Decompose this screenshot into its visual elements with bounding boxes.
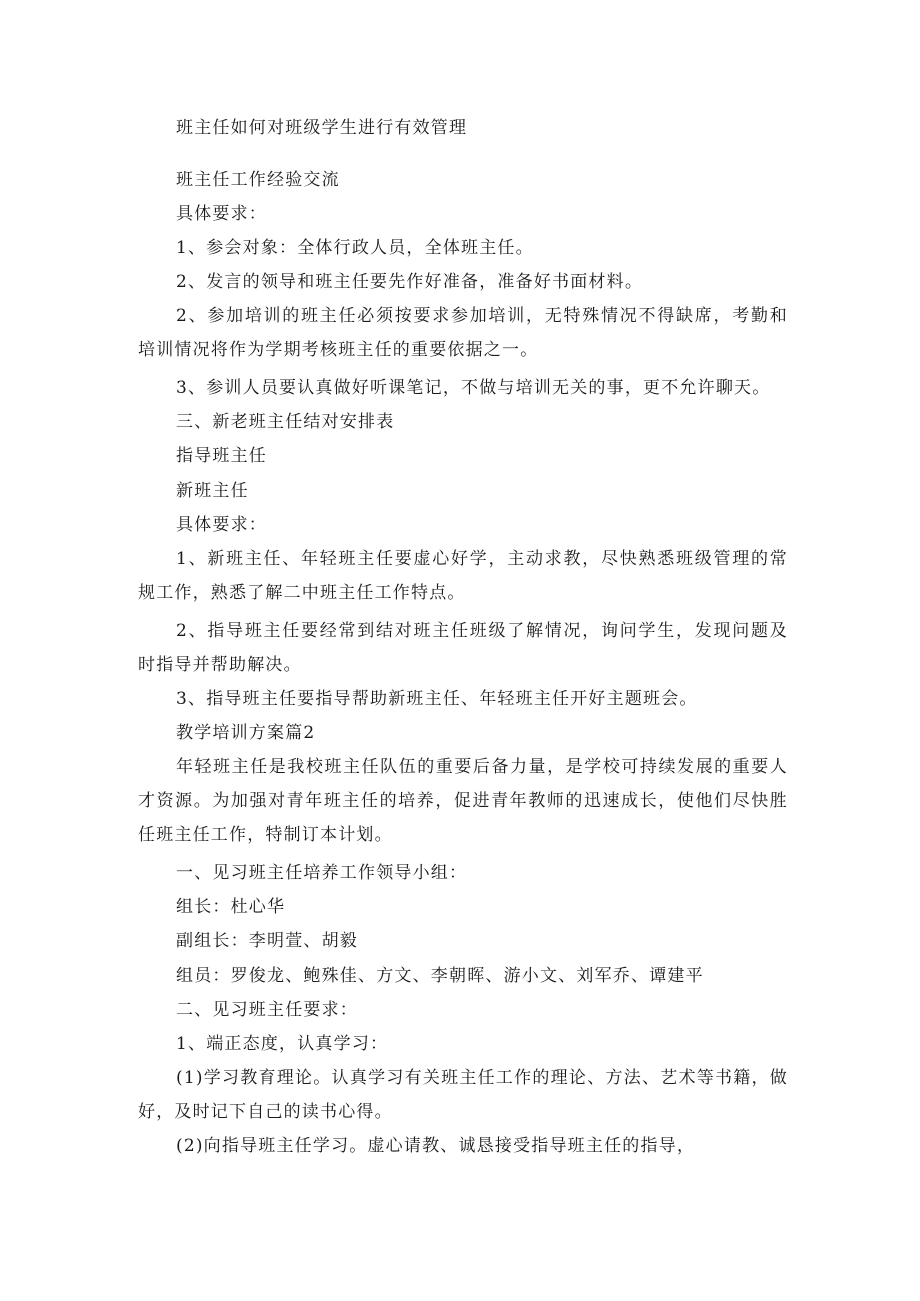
members-line: 组员：罗俊龙、鲍殊佳、方文、李朝晖、游小文、刘军乔、谭建平 <box>176 966 704 986</box>
vice-leader-line: 副组长：李明萱、胡毅 <box>176 931 358 951</box>
requirement-item: 3、指导班主任要指导帮助新班主任、年轻班主任开好主题班会。 <box>176 689 698 709</box>
requirements-label: 具体要求： <box>176 515 267 535</box>
requirements-heading: 二、见习班主任要求： <box>176 1000 358 1020</box>
document-title: 班主任如何对班级学生进行有效管理 <box>176 118 468 138</box>
leader-line: 组长：杜心华 <box>176 897 286 917</box>
attitude-line: 1、端正态度，认真学习： <box>176 1034 389 1054</box>
requirement-paragraph: 2、参加培训的班主任必须按要求参加培训，无特殊情况不得缺席，考勤和培训情况将作为学期考核班主任的重要依据之一。 <box>138 306 788 360</box>
requirement-paragraph: 2、指导班主任要经常到结对班主任班级了解情况，询问学生，发现问题及时指导并帮助解决。 <box>138 621 788 675</box>
requirement-item: 1、参会对象：全体行政人员，全体班主任。 <box>176 238 534 258</box>
study-item: (2)向指导班主任学习。虚心请教、诚恳接受指导班主任的指导， <box>176 1136 696 1156</box>
section-heading: 班主任工作经验交流 <box>176 170 340 190</box>
plan-title: 教学培训方案篇2 <box>176 723 316 743</box>
new-teacher-label: 新班主任 <box>176 481 249 501</box>
pairing-heading: 三、新老班主任结对安排表 <box>176 412 395 432</box>
mentor-label: 指导班主任 <box>176 446 267 466</box>
intro-paragraph: 年轻班主任是我校班主任队伍的重要后备力量，是学校可持续发展的重要人才资源。为加强对青年班主任的培养，促进青年教师的迅速成长，使他们尽快胜任班主任工作，特制订本计划。 <box>138 757 788 845</box>
requirements-label: 具体要求： <box>176 204 267 224</box>
requirement-paragraph: 1、新班主任、年轻班主任要虚心好学，主动求教，尽快熟悉班级管理的常规工作，熟悉了解二中班主任工作特点。 <box>138 549 788 603</box>
study-item-paragraph: (1)学习教育理论。认真学习有关班主任工作的理论、方法、艺术等书籍，做好，及时记下自己的读书心得。 <box>138 1068 788 1122</box>
group-heading: 一、见习班主任培养工作领导小组： <box>176 863 468 883</box>
requirement-item: 3、参训人员要认真做好听课笔记，不做与培训无关的事，更不允许聊天。 <box>176 378 771 398</box>
requirement-item: 2、发言的领导和班主任要先作好准备，准备好书面材料。 <box>176 272 644 292</box>
